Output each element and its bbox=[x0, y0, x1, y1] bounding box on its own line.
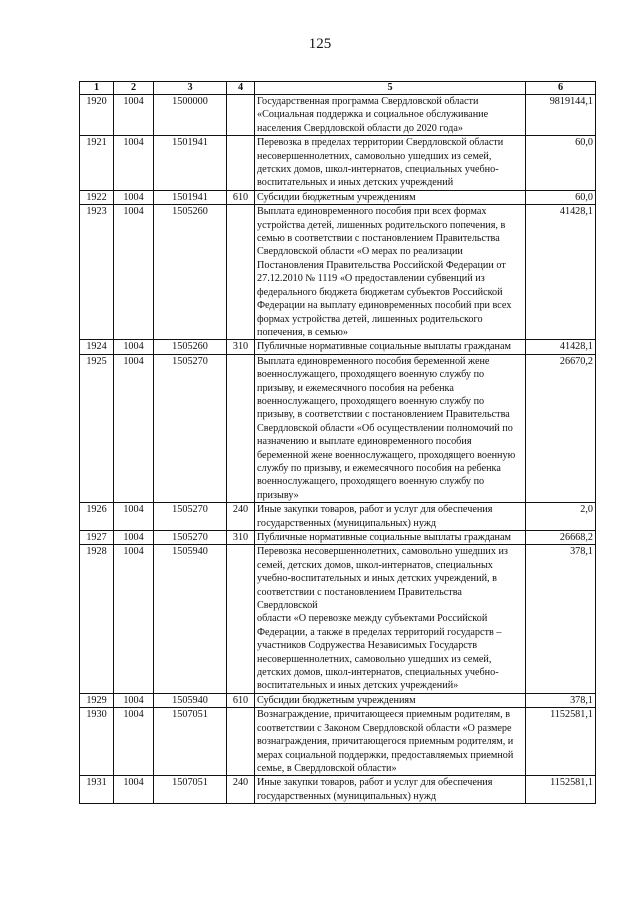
expense-type-code: 240 bbox=[227, 503, 255, 531]
section-code: 1004 bbox=[114, 354, 154, 502]
row-number: 1924 bbox=[80, 340, 114, 354]
expense-type-code: 310 bbox=[227, 531, 255, 545]
item-description: Выплата единовременного пособия при всех формах устройства детей, лишенных родительского попечения, в семью в соответствии с постановлением Правительства Свердловской области «О мерах по реализации Постановления Правительства Российской Федерации от 27.12.2010 № 1119 «О предоставлении субвенций из федерального бюджета бюджетам субъектов Российской Федерации на выплату единовременных пособий при всех формах устройства детей, лишенных родительского попечения, в семью» bbox=[255, 205, 526, 340]
table-row bbox=[80, 190, 596, 204]
item-description: Перевозка несовершеннолетних, самовольно ушедших из семей, детских домов, школ-интернатов, специальных учебно-воспитательных и иных детских учреждений, в соответствии с постановлением Правительства Свердловской области «О перевозке между субъектами Российской Федерации, а также в пределах территорий государств – участников Содружества Независимых Государств несовершеннолетних, самовольно ушедших из семей, детских домов, школ-интернатов, специальных учебно- воспитательных и иных детских учреждений» bbox=[255, 545, 526, 693]
section-code: 1004 bbox=[114, 503, 154, 531]
expense-type-code: 610 bbox=[227, 190, 255, 204]
target-code: 1505260 bbox=[154, 340, 227, 354]
table-body bbox=[80, 95, 596, 804]
section-code: 1004 bbox=[114, 708, 154, 776]
row-number: 1929 bbox=[80, 693, 114, 707]
table-row bbox=[80, 545, 596, 693]
row-number: 1928 bbox=[80, 545, 114, 693]
expense-type-code: 240 bbox=[227, 776, 255, 804]
expense-type-code: 310 bbox=[227, 340, 255, 354]
header-col-6: 6 bbox=[526, 82, 596, 95]
target-code: 1507051 bbox=[154, 708, 227, 776]
section-code: 1004 bbox=[114, 205, 154, 340]
item-description: Выплата единовременного пособия беременной жене военнослужащего, проходящего военную службу по призыву, и ежемесячного пособия на ребенка военнослужащего, проходящего военную службу по призыву, в соответствии с постановлением Правительства Свердловской области «Об осуществлении полномочий по назначению и выплате единовременного пособия беременной жене военнослужащего, проходящего военную службу по призыву, и ежемесячного пособия на ребенка военнослужащего, проходящего военную службу по призыву» bbox=[255, 354, 526, 502]
header-col-4: 4 bbox=[227, 82, 255, 95]
item-amount: 1152581,1 bbox=[526, 708, 596, 776]
page-number: 125 bbox=[308, 36, 332, 52]
item-description: Субсидии бюджетным учреждениям bbox=[255, 693, 526, 707]
table-row bbox=[80, 531, 596, 545]
item-amount: 60,0 bbox=[526, 190, 596, 204]
item-amount: 378,1 bbox=[526, 545, 596, 693]
item-amount: 26670,2 bbox=[526, 354, 596, 502]
row-number: 1921 bbox=[80, 136, 114, 191]
header-row bbox=[80, 82, 596, 95]
item-description: Иные закупки товаров, работ и услуг для обеспечения государственных (муниципальных) нужд bbox=[255, 776, 526, 804]
target-code: 1505940 bbox=[154, 693, 227, 707]
table-row bbox=[80, 354, 596, 502]
item-amount: 41428,1 bbox=[526, 205, 596, 340]
header-col-2: 2 bbox=[114, 82, 154, 95]
target-code: 1500000 bbox=[154, 95, 227, 136]
section-code: 1004 bbox=[114, 776, 154, 804]
item-amount: 9819144,1 bbox=[526, 95, 596, 136]
item-description: Публичные нормативные социальные выплаты гражданам bbox=[255, 340, 526, 354]
table-header bbox=[80, 82, 596, 95]
budget-table bbox=[79, 81, 596, 804]
target-code: 1505260 bbox=[154, 205, 227, 340]
expense-type-code bbox=[227, 708, 255, 776]
item-amount: 41428,1 bbox=[526, 340, 596, 354]
item-amount: 2,0 bbox=[526, 503, 596, 531]
item-description: Иные закупки товаров, работ и услуг для обеспечения государственных (муниципальных) нужд bbox=[255, 503, 526, 531]
target-code: 1501941 bbox=[154, 136, 227, 191]
header-col-5: 5 bbox=[255, 82, 526, 95]
item-description: Вознаграждение, причитающееся приемным родителям, в соответствии с Законом Свердловской области «О размере вознаграждения, причитающегося приемным родителям, и мерах социальной поддержки, предоставляемых приемной семье, в Свердловской области» bbox=[255, 708, 526, 776]
item-description: Субсидии бюджетным учреждениям bbox=[255, 190, 526, 204]
row-number: 1920 bbox=[80, 95, 114, 136]
target-code: 1505270 bbox=[154, 354, 227, 502]
expense-type-code: 610 bbox=[227, 693, 255, 707]
section-code: 1004 bbox=[114, 340, 154, 354]
item-amount: 378,1 bbox=[526, 693, 596, 707]
target-code: 1505270 bbox=[154, 503, 227, 531]
row-number: 1927 bbox=[80, 531, 114, 545]
item-amount: 60,0 bbox=[526, 136, 596, 191]
section-code: 1004 bbox=[114, 190, 154, 204]
target-code: 1505270 bbox=[154, 531, 227, 545]
target-code: 1505940 bbox=[154, 545, 227, 693]
header-col-3: 3 bbox=[154, 82, 227, 95]
row-number: 1925 bbox=[80, 354, 114, 502]
target-code: 1501941 bbox=[154, 190, 227, 204]
table-row bbox=[80, 340, 596, 354]
table-row bbox=[80, 708, 596, 776]
item-description: Перевозка в пределах территории Свердловской области несовершеннолетних, самовольно ушедших из семей, детских домов, школ-интернатов, специальных учебно- воспитательных и иных детских учреждений bbox=[255, 136, 526, 191]
row-number: 1926 bbox=[80, 503, 114, 531]
row-number: 1922 bbox=[80, 190, 114, 204]
header-col-1: 1 bbox=[80, 82, 114, 95]
section-code: 1004 bbox=[114, 545, 154, 693]
item-amount: 26668,2 bbox=[526, 531, 596, 545]
expense-type-code bbox=[227, 354, 255, 502]
row-number: 1923 bbox=[80, 205, 114, 340]
item-description: Государственная программа Свердловской области «Социальная поддержка и социальное обслуживание населения Свердловской области до 2020 года» bbox=[255, 95, 526, 136]
expense-type-code bbox=[227, 205, 255, 340]
section-code: 1004 bbox=[114, 136, 154, 191]
section-code: 1004 bbox=[114, 693, 154, 707]
table-row bbox=[80, 205, 596, 340]
table-row bbox=[80, 693, 596, 707]
expense-type-code bbox=[227, 545, 255, 693]
section-code: 1004 bbox=[114, 531, 154, 545]
expense-type-code bbox=[227, 136, 255, 191]
table-row bbox=[80, 136, 596, 191]
section-code: 1004 bbox=[114, 95, 154, 136]
row-number: 1931 bbox=[80, 776, 114, 804]
row-number: 1930 bbox=[80, 708, 114, 776]
table-row bbox=[80, 95, 596, 136]
item-amount: 1152581,1 bbox=[526, 776, 596, 804]
table-row bbox=[80, 503, 596, 531]
table-row bbox=[80, 776, 596, 804]
target-code: 1507051 bbox=[154, 776, 227, 804]
expense-type-code bbox=[227, 95, 255, 136]
item-description: Публичные нормативные социальные выплаты гражданам bbox=[255, 531, 526, 545]
